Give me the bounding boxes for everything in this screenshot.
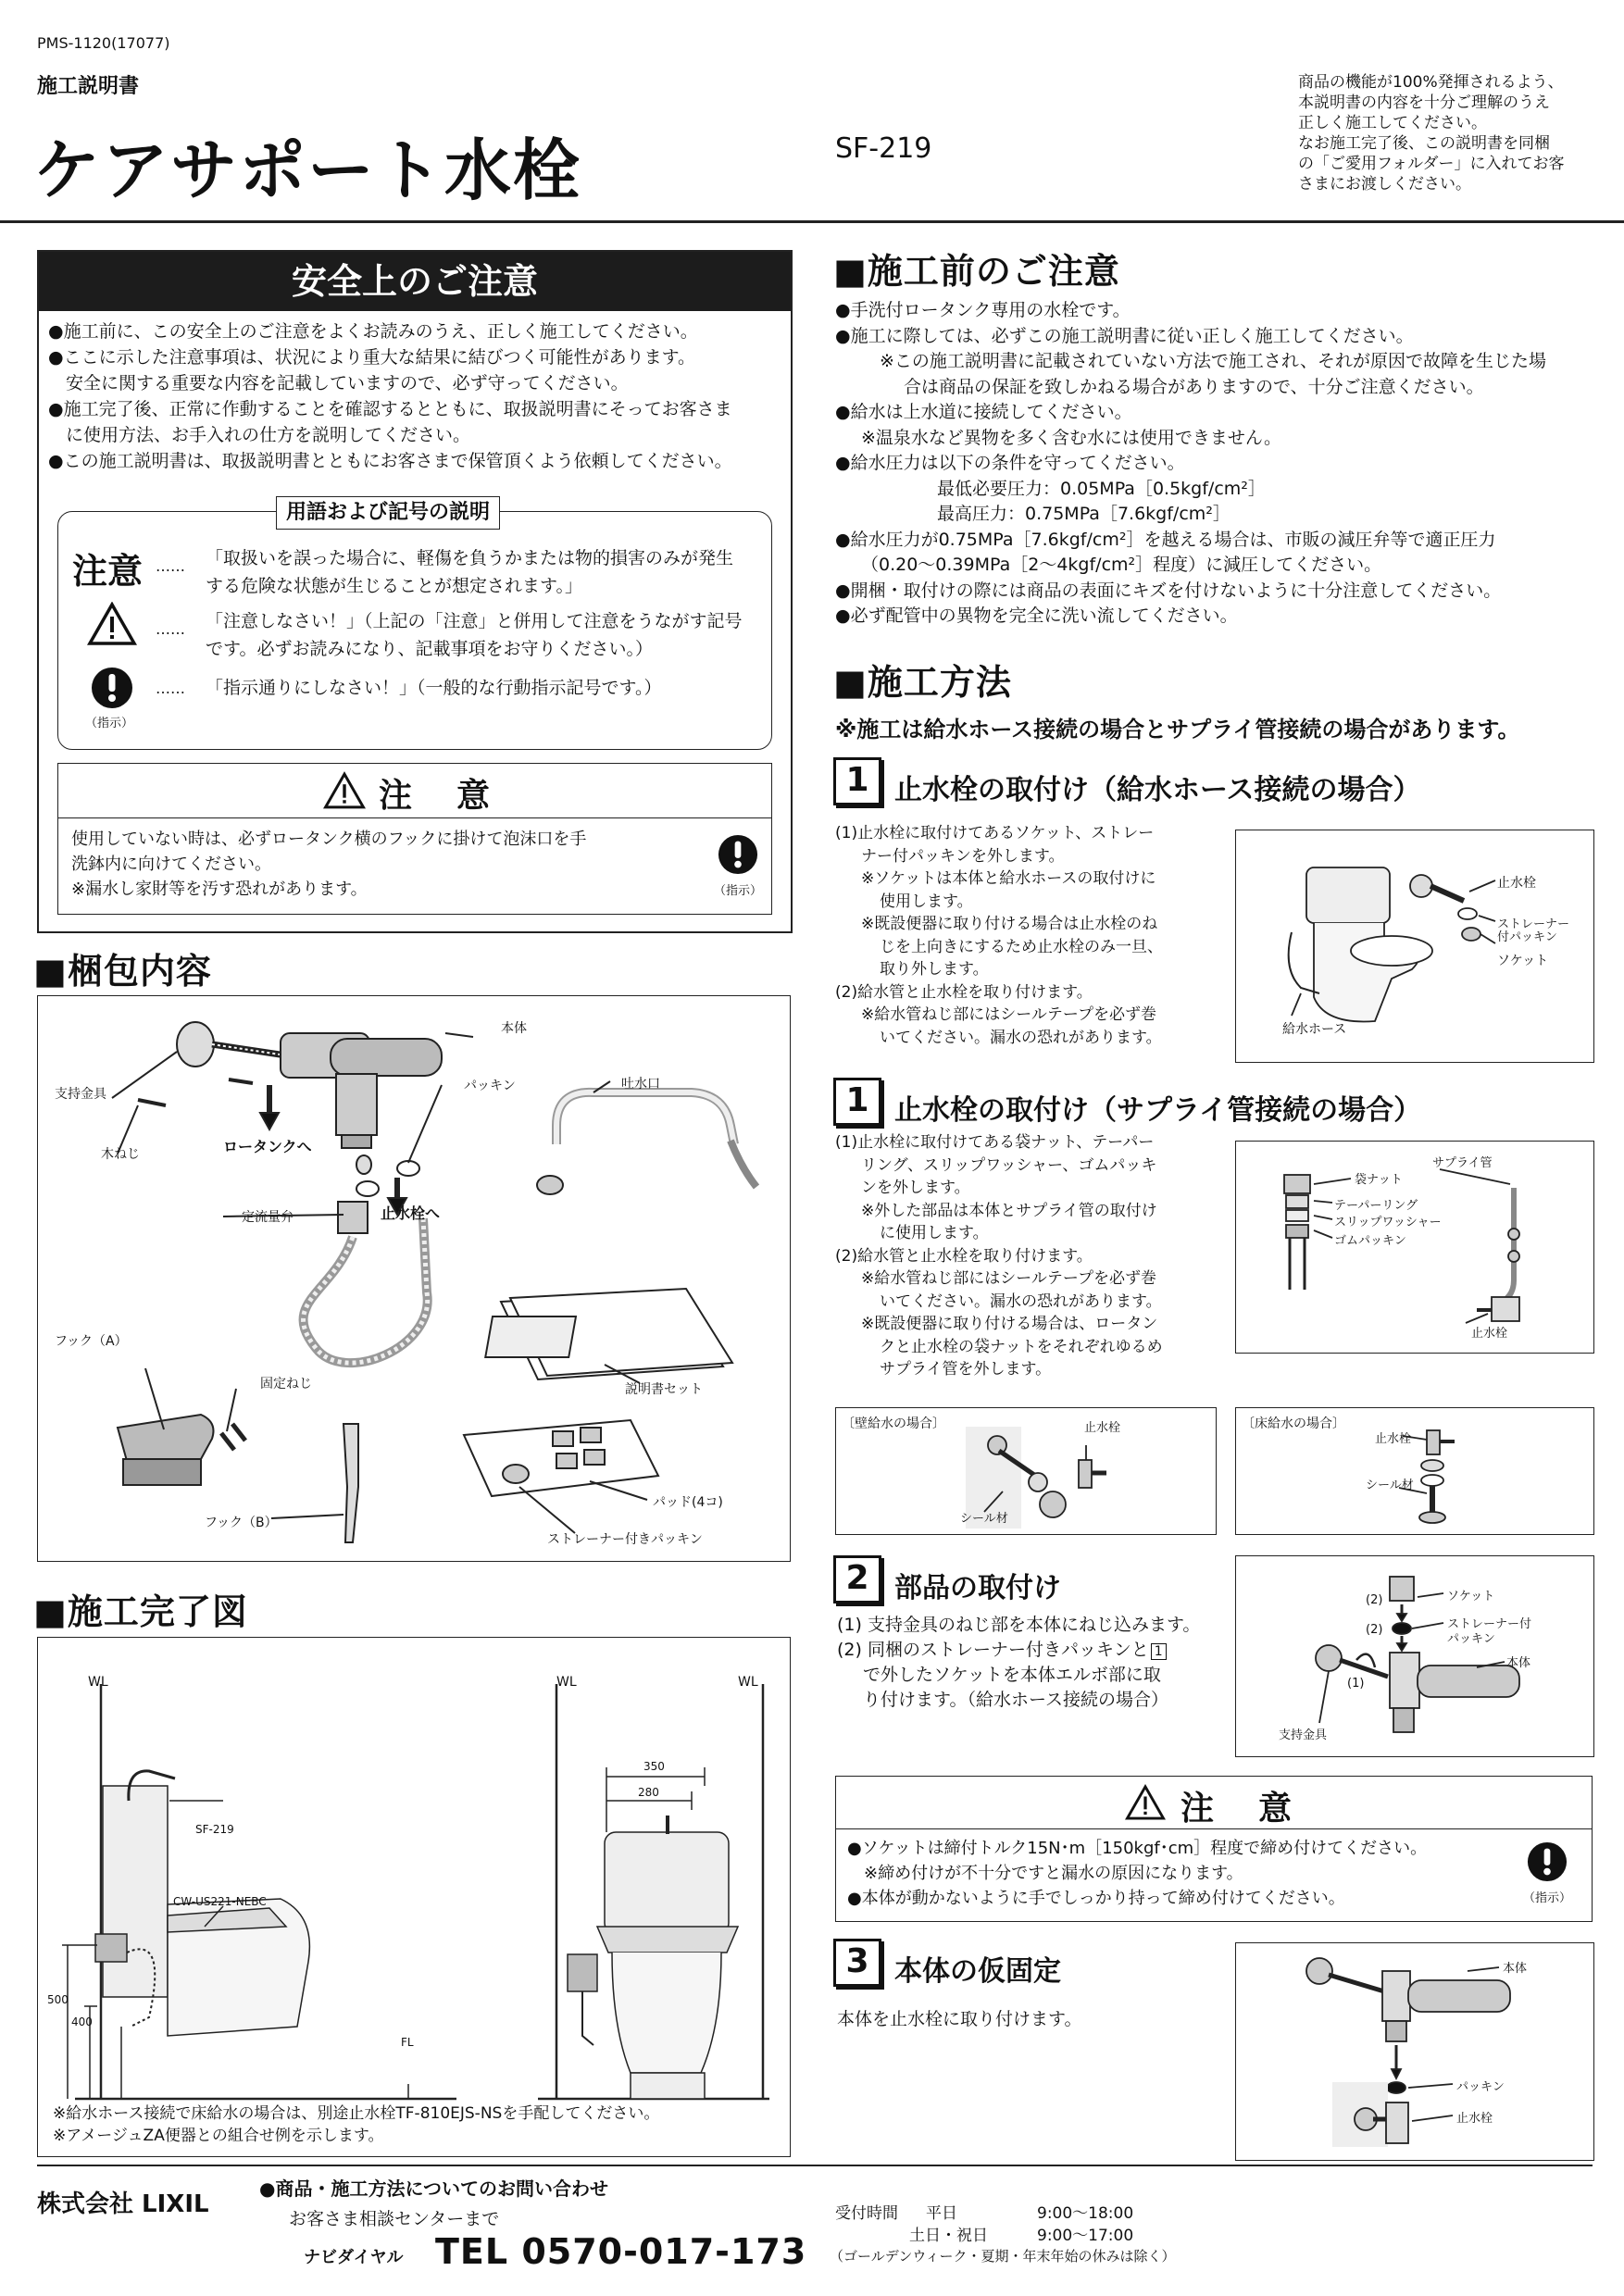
pre-line: ※この施工説明書に記載されていない方法で施工され、それが原因で故障を生じた場 [880,351,1547,371]
fig-label: 袋ナット [1355,1173,1403,1187]
pre-line: 最低必要圧力：0.05MPa［0.5kgf/cm²］ [937,478,1266,499]
term2-line: です。必ずお読みになり、記載事項をお守りください。） [206,639,653,659]
complete-note: ※給水ホース接続で床給水の場合は、別途止水栓TF-810EJS-NSを手配してください。 [53,2104,660,2123]
caution-head [58,764,771,818]
wl-label: WL [88,1675,108,1690]
warning-triangle-icon [1125,1784,1166,1821]
step-line: サプライ管を外します。 [880,1360,1052,1379]
holiday-time: 9:00～17:00 [1037,2227,1134,2245]
fig-label: 止水栓 [1456,2112,1493,2126]
step-ref-box: 1 [1151,1643,1167,1660]
step1a-figure [1235,830,1594,1063]
step-number: 1 [833,1078,881,1126]
step-line: 使用します。 [880,892,973,911]
step-line: (2)給水管と止水栓を取り付けます。 [835,982,1093,1002]
header [0,0,1624,220]
step2-figure [1235,1555,1594,1757]
warning-triangle-icon [87,602,137,646]
fig-label: 止水栓 [1375,1432,1412,1446]
caution2-head [836,1777,1592,1829]
pre-line: ※温泉水など異物を多く含む水には使用できません。 [861,427,1282,448]
step-line: リング、スリップワッシャー、ゴムパッキ [861,1155,1157,1175]
step-title: 止水栓の取付け（サプライ管接続の場合） [894,1094,1422,1127]
fig-label: シール材 [1366,1479,1414,1492]
step-line: クと止水栓の袋ナットをそれぞれゆるめ [880,1337,1163,1356]
fig-title: 〔床給水の場合〕 [1242,1416,1345,1431]
caution-line: ●本体が動かないように手でしっかり持って締め付けてください。 [847,1889,1345,1908]
safety-line: ●施工前に、この安全上のご注意をよくお読みのうえ、正しく施工してください。 [48,321,698,342]
step-line: ※給水管ねじ部にはシールテープを必ず巻 [861,1005,1157,1024]
dots: …… [156,680,185,697]
term2 [206,607,743,663]
fig-label: (2) [1366,1593,1383,1607]
step1b-head [833,1078,1422,1127]
fig-label: 本体 [1506,1656,1531,1670]
intro-line: 本説明書の内容を十分ご理解のうえ [1298,94,1550,112]
dim-350: 350 [643,1760,665,1773]
floor-drawing [1236,1408,1593,1534]
fl-label: FL [401,2036,414,2049]
step-line: ※外した部品は本体とサプライ管の取付け [861,1201,1157,1220]
pkg-label-flow-valve: 定流量弁 [242,1210,294,1225]
pkg-label-fix-screw: 固定ねじ [260,1377,312,1391]
step-line: ンを外します。 [861,1179,970,1197]
step-line: り付けます。（給水ホース接続の場合） [863,1690,1169,1710]
step1b-figure [1235,1141,1594,1354]
caution-lines [71,827,586,902]
hours-label: 受付時間 [835,2204,898,2223]
pkg-label-body: 本体 [501,1021,527,1036]
caution-line: 使用していない時は、必ずロータンク横のフックに掛けて泡沫口を手 [71,830,587,849]
footer-rule [37,2165,1593,2166]
dim-280: 280 [638,1786,659,1799]
caution-title: 注 意 [379,777,496,815]
fig-label: 支持金具 [1279,1728,1328,1742]
inquiry-line: ●商品・施工方法についてのお問い合わせ [259,2177,609,2200]
dim-400: 400 [71,2015,93,2028]
step-number: 2 [833,1555,881,1603]
complete-drawing [38,1638,790,2156]
intro-line: さまにお渡しください。 [1298,175,1471,193]
fig-label: ソケット [1447,1590,1495,1603]
pre-line: ●開梱・取付けの際には商品の表面にキズを付けないように十分注意してください。 [835,580,1502,601]
pkg-label-packing: パッキン [464,1079,516,1093]
pre-line: ●給水圧力は以下の条件を守ってください。 [835,453,1185,473]
fig-label: 止水栓 [1084,1421,1121,1435]
fig-label: 止水栓 [1471,1327,1508,1341]
package-title: ■梱包内容 [33,951,212,992]
temp-fix-drawing [1236,1943,1593,2160]
caution-box [57,763,772,915]
term3: 「指示通りにしなさい！」（一般的な行動指示記号です。） [206,678,662,698]
package-drawing [38,996,790,1561]
pre-line: ●給水圧力が0.75MPa［7.6kgf/cm²］を越える場合は、市販の減圧弁等で適正圧力 [835,529,1496,550]
weekday-time: 9:00～18:00 [1037,2204,1134,2223]
step-line: で外したソケットを本体エルボ部に取 [863,1665,1161,1685]
step-line: (2)給水管と止水栓を取り付けます。 [835,1246,1093,1266]
wall-supply-figure [835,1407,1217,1535]
caution-word: 注意 [72,551,144,592]
pre-title: ■施工前のご注意 [833,251,1120,292]
pkg-label-pad: パッド(4コ) [653,1495,723,1510]
pre-line: 最高圧力：0.75MPa［7.6kgf/cm²］ [937,504,1230,524]
step1b-lines [835,1131,1233,1381]
step-title: 止水栓の取付け（給水ホース接続の場合） [894,774,1421,806]
navi-dial: ナビダイヤル [304,2248,404,2267]
step-line: ※既設便器に取り付ける場合は止水栓のね [861,915,1158,933]
fig-label: (1) [1347,1677,1365,1691]
term2-line: 「注意しなさい！」（上記の「注意」と併用して注意をうながす記号 [206,611,743,631]
dots: …… [156,620,185,638]
center-line: お客さま相談センターまで [289,2209,500,2229]
holiday-note: （ゴールデンウィーク・夏期・年末年始の休みは除く） [830,2248,1176,2265]
method-title: ■施工方法 [833,662,1012,703]
caution2-lines [847,1836,1427,1911]
instruction-icon [91,667,133,709]
instruction-icon [718,834,758,875]
step3-head [833,1939,1061,1988]
caution2-title: 注 意 [1181,1790,1298,1828]
pkg-label-hook-b: フック（B） [205,1516,278,1530]
pre-line: ●施工に際しては、必ずこの施工説明書に従い正しく施工してください。 [835,325,1414,346]
step-line: いてください。漏水の恐れがあります。 [880,1292,1162,1311]
fig-label: シール材 [960,1512,1008,1526]
step-number: 3 [833,1939,881,1987]
step-number: 1 [833,757,881,805]
step2-head [833,1555,1061,1604]
dots: …… [156,557,185,575]
step1a-lines [835,822,1233,1049]
fig-label: ソケット [1497,954,1549,968]
wl-label: WL [556,1675,577,1690]
step2-lines [837,1613,1235,1713]
seat-label: CW-US221-NEBC [173,1895,267,1908]
shiji-label: （指示） [714,884,763,898]
step-line: ※ソケットは本体と給水ホースの取付けに [861,869,1156,888]
pre-line: ●必ず配管中の異物を完全に洗い流してください。 [835,605,1238,626]
company-name: 株式会社 LIXIL [37,2190,209,2218]
term1 [206,544,733,600]
pkg-label-hook-a: フック（A） [55,1334,128,1349]
pre-line: 合は商品の保証を致しかねる場合がありますので、十分ご注意ください。 [904,376,1484,397]
complete-figure [37,1637,791,2157]
pre-lines [835,298,1594,630]
page-title: ケアサポート水栓 [33,131,582,209]
supply-pipe-drawing [1236,1142,1593,1353]
term1-line: する危険な状態が生じることが想定されます。」 [206,576,582,596]
safety-lines [48,318,789,474]
step-line-with-ref [837,1638,1235,1663]
step3-figure [1235,1942,1594,2161]
dim-500: 500 [47,1993,69,2006]
pkg-label-strainer: ストレーナー付きパッキン [547,1532,703,1547]
step-line: じを上向きにするため止水栓のみ一旦、 [880,937,1163,956]
complete-notes [53,2103,659,2147]
warning-triangle-icon [323,771,366,810]
step3-text: 本体を止水栓に取り付けます。 [837,2009,1082,2029]
intro-line: の「ご愛用フォルダー」に入れてお客 [1298,155,1565,173]
instruction-icon [1527,1841,1568,1882]
pre-line: ●手洗付ロータンク専用の水栓です。 [835,300,1131,320]
fig-label: パッキン [1447,1632,1495,1646]
model-number: SF-219 [835,132,932,165]
step-line: ※給水管ねじ部にはシールテープを必ず巻 [861,1269,1157,1288]
complete-note: ※アメージュZA便器との組合せ例を示します。 [53,2127,384,2145]
shiji-label: （指示） [1523,1891,1572,1905]
fig-label: スリップワッシャー [1334,1216,1442,1229]
step-line: ナー付パッキンを外します。 [861,846,1065,866]
safety-line: ●ここに示した注意事項は、状況により重大な結果に結びつく可能性があります。 [48,347,696,368]
safety-line: に使用方法、お手入れの仕方を説明してください。 [48,425,471,445]
intro-line: 正しく施工してください。 [1298,114,1487,132]
fig-label: ストレーナー [1497,917,1570,931]
header-rule [0,220,1624,223]
fig-label: ストレーナー付 [1447,1617,1532,1631]
shiji-label: （指示） [85,717,134,730]
step1a-head [833,757,1421,806]
step-line: ※既設便器に取り付ける場合は、ロータン [861,1315,1158,1333]
caution2-box [835,1776,1593,1922]
wl-label: WL [738,1675,758,1690]
caution-line: ※漏水し家財等を汚す恐れがあります。 [71,880,368,899]
step-line: (1)止水栓に取付けてある袋ナット、テーパー [835,1133,1155,1152]
fig-label: (2) [1366,1623,1383,1637]
step-line: に使用します。 [880,1224,989,1242]
intro-line: 商品の機能が100%発揮されるよう、 [1298,73,1564,92]
fig-label: テーパーリング [1334,1199,1418,1213]
step-title: 本体の仮固定 [894,1955,1061,1988]
pkg-label-spout: 吐水口 [621,1077,660,1092]
pkg-label-to-stop: 止水栓へ [381,1204,441,1222]
fig-label: 本体 [1503,1962,1528,1976]
pkg-label-to-tank: ロータンクへ [223,1138,312,1155]
pkg-label-screw: 木ねじ [101,1147,140,1162]
step-title: 部品の取付け [894,1572,1061,1604]
phone-number: TEL 0570-017-173 [435,2231,807,2272]
safety-line: ●施工完了後、正常に作動することを確認するとともに、取扱説明書にそってお客さま [48,399,732,419]
weekday-label: 平日 [926,2204,957,2223]
fig-label: 止水栓 [1497,876,1536,891]
safety-line: ●この施工説明書は、取扱説明書とともにお客さまで保管頂くよう依頼してください。 [48,451,732,471]
safety-title-bar: 安全上のご注意 [39,252,791,311]
caution-line: 洗鉢内に向けてください。 [71,855,271,874]
step-line: (1)止水栓に取付けてあるソケット、ストレー [835,824,1155,842]
intro-text [1298,72,1564,194]
safety-line: 安全に関する重要な内容を記載していますので、必ず守ってください。 [48,373,629,393]
package-figure [37,995,791,1562]
fig-title: 〔壁給水の場合〕 [842,1416,945,1431]
doc-code: PMS-1120(17077) [37,34,170,52]
fig-label: パッキン [1456,2080,1505,2094]
floor-supply-figure [1235,1407,1594,1535]
fig-label: 給水ホース [1282,1022,1347,1037]
step-line: (1) 支持金具のねじ部を本体にねじ込みます。 [837,1615,1201,1635]
step-line-text: (2) 同梱のストレーナー付きパッキンと [837,1640,1149,1660]
caution-line: ●ソケットは締付トルク15N･m［150kgf･cm］程度で締め付けてください。 [847,1839,1428,1858]
pre-line: （0.20～0.39MPa［2～4kgf/cm²］程度）に減圧してください。 [861,555,1382,575]
method-subtitle: ※施工は給水ホース接続の場合とサプライ管接続の場合があります。 [835,717,1520,742]
wall-drawing [836,1408,1216,1534]
intro-line: なお施工完了後、この説明書を同梱 [1298,134,1550,153]
fig-label: ゴムパッキン [1334,1234,1406,1248]
terms-title: 用語および記号の説明 [276,496,500,530]
fig-label: サプライ管 [1432,1156,1493,1170]
pre-line: ●給水は上水道に接続してください。 [835,402,1132,422]
complete-title: ■施工完了図 [33,1591,248,1632]
doc-type: 施工説明書 [37,75,140,98]
holiday-label: 土日・祝日 [909,2227,988,2245]
term1-line: 「取扱いを誤った場合に、軽傷を負うかまたは物的損害のみが発生 [206,548,734,568]
safety-section [37,250,793,933]
step-line: 取り外します。 [880,960,989,979]
sf-label: SF-219 [195,1823,234,1836]
pkg-label-bracket: 支持金具 [55,1087,106,1102]
caution-line: ※締め付けが不十分ですと漏水の原因になります。 [847,1864,1243,1883]
step-line: いてください。漏水の恐れがあります。 [880,1028,1162,1047]
fig-label: 付パッキン [1497,930,1557,944]
pkg-label-manual-set: 説明書セット [625,1382,703,1397]
